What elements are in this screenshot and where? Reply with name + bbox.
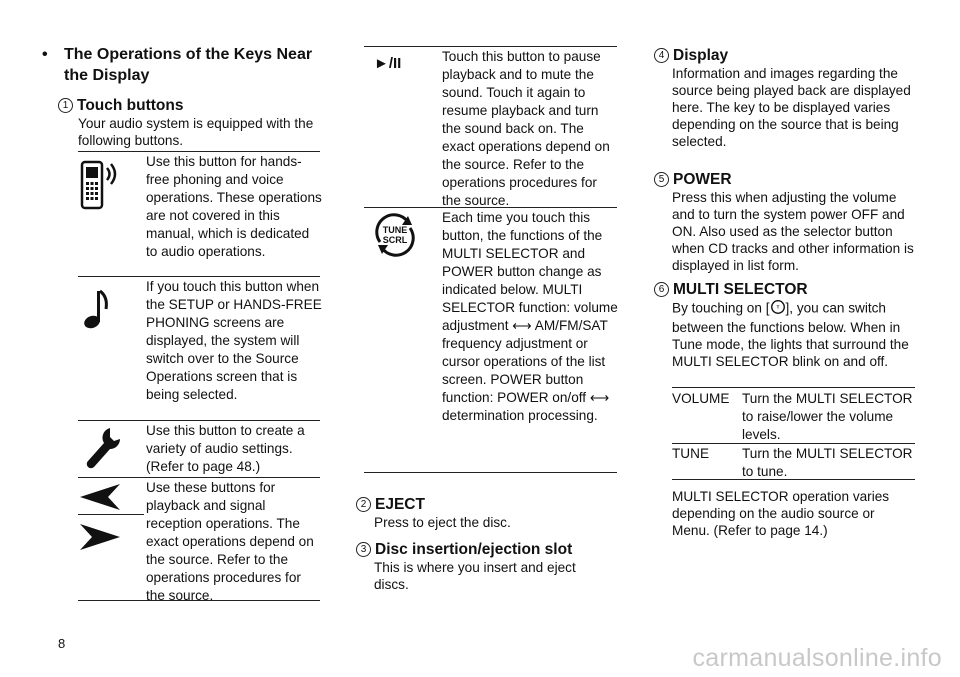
section-number: 5 xyxy=(654,172,669,187)
multi-selector-note: MULTI SELECTOR operation varies depending on the audio source or Menu. (Refer to page 14.) xyxy=(672,489,890,538)
section-body: Press this when adjusting the volume and to turn the system power OFF and ON. Also used as the selector button when CD tracks and other information is displayed in list form. xyxy=(672,190,914,273)
tune-scrl-icon xyxy=(770,299,786,319)
section-number: 6 xyxy=(654,282,669,297)
mode-label: VOLUME xyxy=(672,391,730,406)
body-text: By touching on [ xyxy=(672,300,770,316)
section-body: This is where you insert and eject discs. xyxy=(374,560,576,592)
svg-text:T: T xyxy=(776,304,779,310)
section-title: Disc insertion/ejection slot xyxy=(375,541,573,558)
page-number: 8 xyxy=(58,636,66,651)
tune-scrl-icon[interactable] xyxy=(372,212,418,263)
table-row xyxy=(78,420,320,476)
row-description: Use this button to create a variety of audio settings. (Refer to page 48.) xyxy=(146,423,305,474)
section-title: POWER xyxy=(673,171,732,188)
play-pause-icon[interactable]: ►/II xyxy=(374,55,402,72)
arrow-next-icon[interactable] xyxy=(78,522,122,557)
heading-text: The Operations of the Keys Near the Display xyxy=(64,46,313,84)
section-number: 2 xyxy=(356,497,371,512)
row-description: Use these buttons for playback and signal reception operations. The exact operations depend on the source. Refer to the operations procedures for the source. xyxy=(146,480,314,603)
table-row xyxy=(78,477,320,601)
watermark: carmanualsonline.info xyxy=(692,644,942,672)
section-body: Your audio system is equipped with the following buttons. xyxy=(78,116,314,148)
section-number: 1 xyxy=(58,98,73,113)
row-description: Touch this button to pause playback and to mute the sound. Touch it again to resume playback and turn the sound back on. The exact operations depend on the source. Refer to the operations procedures for the source. xyxy=(442,49,610,208)
row-description: Use this button for hands-free phoning and voice operations. These operations are not covered in this manual, which is dedicated to audio operations. xyxy=(146,154,322,259)
section-display xyxy=(654,46,916,150)
mode-description: Turn the MULTI SELECTOR to raise/lower the volume levels. xyxy=(742,391,913,442)
table-row xyxy=(672,443,915,480)
row-description: If you touch this button when the SETUP or HANDS-FREE PHONING screens are displayed, the system will switch over to the Source Operations screen that is being selected. xyxy=(146,279,322,402)
section-title: Touch buttons xyxy=(77,97,184,114)
section-title: MULTI SELECTOR xyxy=(673,281,808,298)
section-touch-buttons xyxy=(58,96,328,149)
divider xyxy=(78,514,144,515)
section-disc-slot xyxy=(356,540,616,593)
svg-text:TUNE: TUNE xyxy=(382,225,408,235)
mode-label: TUNE xyxy=(672,446,710,461)
section-number: 4 xyxy=(654,48,669,63)
arrow-prev-icon[interactable] xyxy=(78,482,122,517)
table-row xyxy=(78,276,320,419)
section-power xyxy=(654,170,916,274)
section-title: Display xyxy=(673,47,729,64)
section-number: 3 xyxy=(356,542,371,557)
section-body: Press to eject the disc. xyxy=(374,515,511,530)
body-text: ], you can switch between the functions below. When in Tune mode, the lights that surround the MULTI SELECTOR blink on and off. xyxy=(672,300,909,369)
row-description: Each time you touch this button, the functions of the MULTI SELECTOR and POWER button change as indicated below. MULTI SELECTOR function: volume adjustment ⟷ AM/FM/SAT frequency adjustment or cursor operations of the list screen. POWER button function: POWER on/off ⟷ determination processing. xyxy=(442,210,618,423)
mode-description: Turn the MULTI SELECTOR to tune. xyxy=(742,446,913,479)
section-multi-selector xyxy=(654,280,916,370)
svg-text:SCRL: SCRL xyxy=(382,235,408,245)
table-row xyxy=(672,387,915,443)
section-heading xyxy=(42,44,332,86)
wrench-icon xyxy=(82,425,122,476)
table-row xyxy=(364,207,617,473)
table-row xyxy=(364,46,617,206)
table-row xyxy=(78,151,320,275)
section-title: EJECT xyxy=(375,496,425,513)
section-eject xyxy=(356,495,616,531)
bullet-dot: • xyxy=(42,46,48,63)
section-body: Information and images regarding the source being played back are displayed here. The key to be displayed varies depending on the source that is being selected. xyxy=(672,66,911,149)
phone-icon xyxy=(80,160,120,217)
music-note-icon xyxy=(82,287,112,336)
section-body xyxy=(672,299,916,370)
